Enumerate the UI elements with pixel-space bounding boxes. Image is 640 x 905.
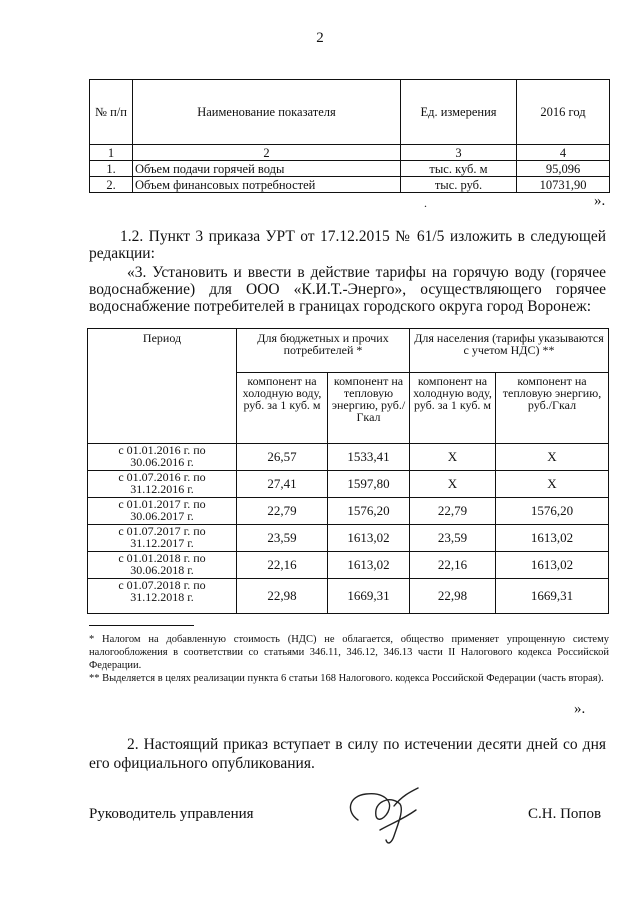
- table1-cell: 2.: [90, 177, 133, 193]
- table2-cell: 1669,31: [496, 579, 609, 614]
- table2-cell: 1613,02: [496, 525, 609, 552]
- table2-cell: 23,59: [237, 525, 328, 552]
- closing-quote: ».: [574, 701, 586, 717]
- table2-period: с 01.01.2018 г. по 30.06.2018 г.: [88, 552, 237, 579]
- table2-cell: X: [496, 444, 609, 471]
- table2-cell: 27,41: [237, 471, 328, 498]
- tariff-table: [87, 328, 609, 614]
- paragraph-2: 2. Настоящий приказ вступает в силу по истечении десяти дней со дня его официального опубликования.: [89, 736, 606, 772]
- signer-name: С.Н. Попов: [528, 806, 602, 822]
- volume-table: [89, 79, 610, 193]
- table2-subheader: компонент на холодную воду, руб. за 1 куб. м: [410, 373, 496, 444]
- paragraph-1-2: 1.2. Пункт 3 приказа УРТ от 17.12.2015 № 61/5 изложить в следующей редакции:: [89, 228, 606, 262]
- table2-cell: 22,98: [237, 579, 328, 614]
- table2-cell: 1576,20: [496, 498, 609, 525]
- table1-col-number: 2: [133, 145, 401, 161]
- table2-cell: 1613,02: [328, 552, 410, 579]
- table2-period: с 01.07.2017 г. по 31.12.2017 г.: [88, 525, 237, 552]
- page-number: 2: [316, 30, 324, 46]
- closing-quote: ».: [594, 193, 606, 209]
- table1-cell: 1.: [90, 161, 133, 177]
- table2-cell: 1613,02: [328, 525, 410, 552]
- table2-subheader: компонент на тепловую энергию, руб./Гкал: [496, 373, 609, 444]
- table1-cell: тыс. руб.: [401, 177, 517, 193]
- table1-col-number: 1: [90, 145, 133, 161]
- table1-cell: Объем финансовых потребностей: [133, 177, 401, 193]
- handwritten-signature: [336, 780, 426, 848]
- table2-cell: 1576,20: [328, 498, 410, 525]
- footnote-1: * Налогом на добавленную стоимость (НДС) не облагается, общество применяет упрощенную систему налогообложения в соответствии со статьями 346.11, 346.12, 346.13 части II Налогового кодекса Российской Федерации.: [89, 634, 609, 671]
- footnote-2: ** Выделяется в целях реализации пункта 6 статьи 168 Налогового. кодекса Российской Федерации (часть вторая).: [89, 673, 604, 684]
- table2-period: с 01.01.2016 г. по 30.06.2016 г.: [88, 444, 237, 471]
- table2-cell: 22,16: [410, 552, 496, 579]
- table1-cell: 10731,90: [517, 177, 610, 193]
- table2-period: с 01.07.2018 г. по 31.12.2018 г.: [88, 579, 237, 614]
- table2-cell: 22,79: [410, 498, 496, 525]
- table1-header-year: 2016 год: [517, 80, 610, 145]
- table2-cell: X: [410, 444, 496, 471]
- stray-dot: .: [424, 196, 427, 210]
- table2-cell: 1669,31: [328, 579, 410, 614]
- table-row: [90, 177, 610, 193]
- table-row: [88, 552, 609, 579]
- table2-cell: X: [496, 471, 609, 498]
- paragraph-3: «3. Установить и ввести в действие тарифы на горячую воду (горячее водоснабжение) для ООО «К.И.Т.-Энерго», осуществляющего горячее водоснабжение потребителей в границах городского округа город Воронеж:: [89, 264, 606, 315]
- table2-cell: 26,57: [237, 444, 328, 471]
- table1-cell: тыс. куб. м: [401, 161, 517, 177]
- table2-header-period: Период: [88, 329, 237, 444]
- table-row: [88, 444, 609, 471]
- table2-header-population: Для населения (тарифы указываются с учетом НДС) **: [410, 329, 609, 373]
- table2-subheader: компонент на тепловую энергию, руб./Гкал: [328, 373, 410, 444]
- table-row: [90, 161, 610, 177]
- table2-cell: 22,16: [237, 552, 328, 579]
- table2-cell: 23,59: [410, 525, 496, 552]
- table1-cell: Объем подачи горячей воды: [133, 161, 401, 177]
- footnote-divider: [89, 625, 194, 626]
- table2-cell: X: [410, 471, 496, 498]
- table2-period: с 01.01.2017 г. по 30.06.2017 г.: [88, 498, 237, 525]
- table2-cell: 22,79: [237, 498, 328, 525]
- table-row: [88, 525, 609, 552]
- table1-cell: 95,096: [517, 161, 610, 177]
- signer-position: Руководитель управления: [89, 806, 254, 822]
- table1-col-number: 3: [401, 145, 517, 161]
- table2-cell: 1533,41: [328, 444, 410, 471]
- table-row: [88, 471, 609, 498]
- table2-cell: 1613,02: [496, 552, 609, 579]
- table2-subheader: компонент на холодную воду, руб. за 1 куб. м: [237, 373, 328, 444]
- table-row: [88, 579, 609, 614]
- table1-header-num: № п/п: [90, 80, 133, 145]
- table2-header-budget: Для бюджетных и прочих потребителей *: [237, 329, 410, 373]
- table1-col-number: 4: [517, 145, 610, 161]
- table2-cell: 22,98: [410, 579, 496, 614]
- table-row: [88, 498, 609, 525]
- table2-cell: 1597,80: [328, 471, 410, 498]
- table1-header-unit: Ед. измерения: [401, 80, 517, 145]
- table1-header-name: Наименование показателя: [133, 80, 401, 145]
- table2-period: с 01.07.2016 г. по 31.12.2016 г.: [88, 471, 237, 498]
